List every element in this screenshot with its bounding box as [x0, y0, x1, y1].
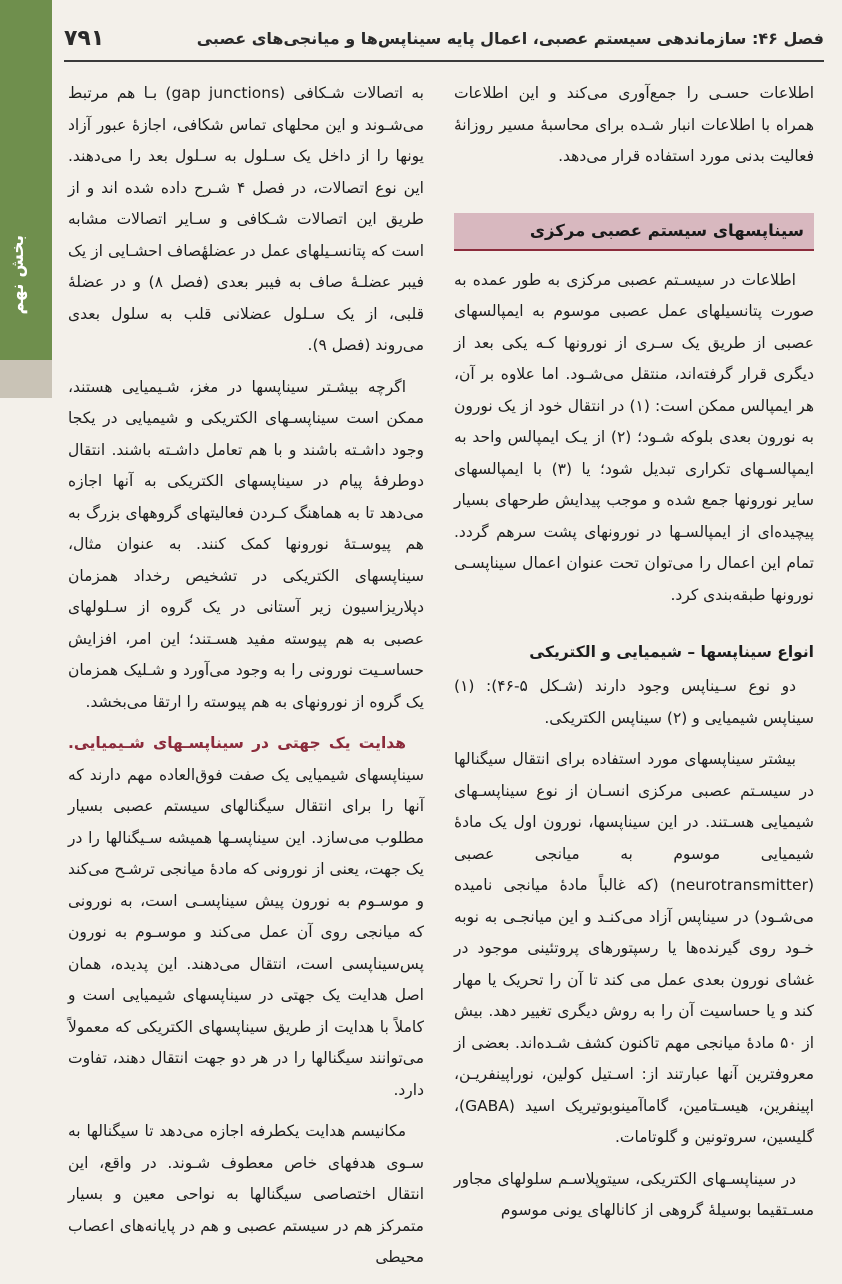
header-rule — [64, 60, 824, 62]
sub-heading: انواع سیناپسها – شیمیایی و الکتریکی — [529, 643, 814, 661]
left-column — [68, 78, 424, 1284]
right-column — [454, 78, 814, 1237]
page-header — [64, 18, 824, 58]
paragraph: بیشتر سیناپسهای مورد استفاده برای انتقال سیگنالها در سیسـتم عصبی مرکزی انسـان از نوع سیناپسـهای شیمیایی هسـتند. در این سیناپسها، نورون اول یک مادهٔ شیمیایی موسوم به میانجی عصبی (neurotransmitter) (که غالباً مادهٔ میانجی نامیده می‌شـود) در سیناپس آزاد می‌کنـد و این میانجـی به نوبه خـود روی گیرنده‌ها یا رسپتورهای پروتئینی موجود در غشای نورون بعدی عمل می کند تا آن را تحریک یا مهار کند و یا حساسیت آن را به روش دیگری تغییر دهد. بیش از ۵۰ مادهٔ میانجی مهم تاکنون کشف شـده‌اند. بعضی از معروفترین آنها عبارتند از: اسـتیل کولین، نوراپینفریـن، اپینفرین، هیسـتامین، گاماآمینوبوتیریک اسید (GABA)، گلیسین، سروتونین و گلوتامات. — [454, 750, 814, 1146]
paragraph: اطلاعات حسـی را جمع‌آوری می‌کند و این اطلاعات همراه با اطلاعات انبار شـده برای محاسبهٔ مسیر روزانهٔ فعالیت بدنی مورد استفاده قرار می‌دهد. — [454, 84, 814, 165]
paragraph-body: سیناپسهای شیمیایی یک صفت فوق‌العاده مهم دارند که آنها را برای انتقال سیگنالهای سیستم عصبی بسیار مطلوب می‌سازد. این سیناپسـها همیشه سـیگنالها را در یک جهت، یعنی از نورونی که مادهٔ میانجی ترشـح می‌کند و موسـوم به نورون پیش سیناپسـی است، به نورونی که میانجی روی آن عمل می‌کند و موسـوم به نورون پس‌سیناپسی است، انتقال می‌دهند. این پدیده، همان اصل هدایت یک جهتی در سیناپسهای شیمیایی است و کاملاً با هدایت از طریق سیناپسهای الکتریکی که معمولاً می‌توانند سیگنالها را در هر دو جهت انتقال دهند، تفاوت دارد. — [68, 765, 424, 1099]
paragraph: اگرچه بیشـتر سیناپسها در مغز، شـیمیایی هستند، ممکن است سیناپسـهای الکتریکی و شیمیایی در یکجا وجود داشـته باشند و با هم تعامل داشـته باشند. انتقال دوطرفهٔ پیام در سیناپسهای الکتریکی به آنها اجازه می‌دهد تا به هماهنگ کـردن فعالیتهای گروههای بزرگ به هم پیوسـتهٔ نورونها کمک کنند. به عنوان مثال، سیناپسهای الکتریکی در تشخیص رخداد همزمان دپلاریزاسیون زیر آستانی در یک گروه از سـلولهای عصبی به هم پیوسته مفید هسـتند؛ این امر، افزایش حساسـیت نورونی را به وجود می‌آورد و شـلیک همزمان یک گروه از نورونهای به هم پیوسته را ارتقا می‌بخشد. — [68, 377, 424, 711]
chapter-title: فصل ۴۶: سازماندهی سیستم عصبی، اعمال پایه سیناپس‌ها و میانجی‌های عصبی — [196, 28, 824, 48]
section-label: بخش نهم — [8, 235, 28, 315]
paragraph: در سیناپسـهای الکتریکی، سیتوپلاسـم سلولهای مجاور مسـتقیما بوسیلهٔ گروهی از کانالهای یونی موسوم — [454, 1169, 814, 1219]
paragraph — [68, 728, 424, 1106]
page-number: ۷۹۱ — [64, 25, 105, 51]
section-side-band — [0, 0, 52, 360]
paragraph: به اتصالات شـکافی (gap junctions) بـا هم مرتبط می‌شـوند و این محلهای تماس شکافی، اجازهٔ عبور آزاد یونها را از داخل یک سـلول به سـلول بعد را می‌دهند. این نوع اتصالات، در فصل ۴ شـرح داده شده اند و از طریق این اتصالات شـکافی و سـایر اتصالات مشابه است که پتانسـیلهای عمل در عضلهٔصاف احشـایی از یک فیبر عضلـهٔ صاف به فیبر بعدی (فصل ۸) و در عضلهٔ قلبی، از یک سـلول عضلانی قلب به سلول بعدی می‌روند (فصل ۹). — [68, 84, 424, 354]
side-tab — [0, 360, 52, 398]
paragraph: دو نوع سـیناپس وجود دارند (شـکل ۵-۴۶): (۱) سیناپس شیمیایی و (۲) سیناپس الکتریکی. — [454, 677, 814, 727]
paragraph: مکانیسم هدایت یکطرفه اجازه می‌دهد تا سیگنالها به سـوی هدفهای خاص معطوف شـوند. در واقع، این انتقال اختصاصی سیگنالها به نواحی معین و بسیار متمرکز هم در سیستم عصبی و هم در پایانه‌های اعصاب محیطی — [68, 1122, 424, 1266]
inline-heading: هدایت یک جهتی در سیناپسـهای شـیمیایی. — [68, 734, 406, 752]
paragraph: اطلاعات در سیسـتم عصبی مرکزی به طور عمده به صورت پتانسیلهای عمل عصبی موسوم به ایمپالسهای عصبی از طریق یک سـری از نورونها کـه یکی بعد از دیگری قرار گرفته‌اند، منتقل می‌شـود. اما علاوه بر آن، هر ایمپالس ممکن است: (۱) در انتقال خود از یک نورون به نورون بعدی بلوکه شـود؛ (۲) از یـک ایمپالس واحد به ایمپالسـهای تکراری تبدیل شود؛ یا (۳) با ایمپالسهای سایر نورونها جمع شده و موجب پیدایش طرحهای بسیار پیچیده‌ای از ایمپالسـها در نورونهای پشت سرهم گردد. تمام این اعمال را می‌توان تحت عنوان اعمال سیناپسـی نورونها طبقه‌بندی کرد. — [454, 270, 815, 604]
section-heading: سیناپسهای سیستم عصبی مرکزی — [454, 213, 814, 251]
